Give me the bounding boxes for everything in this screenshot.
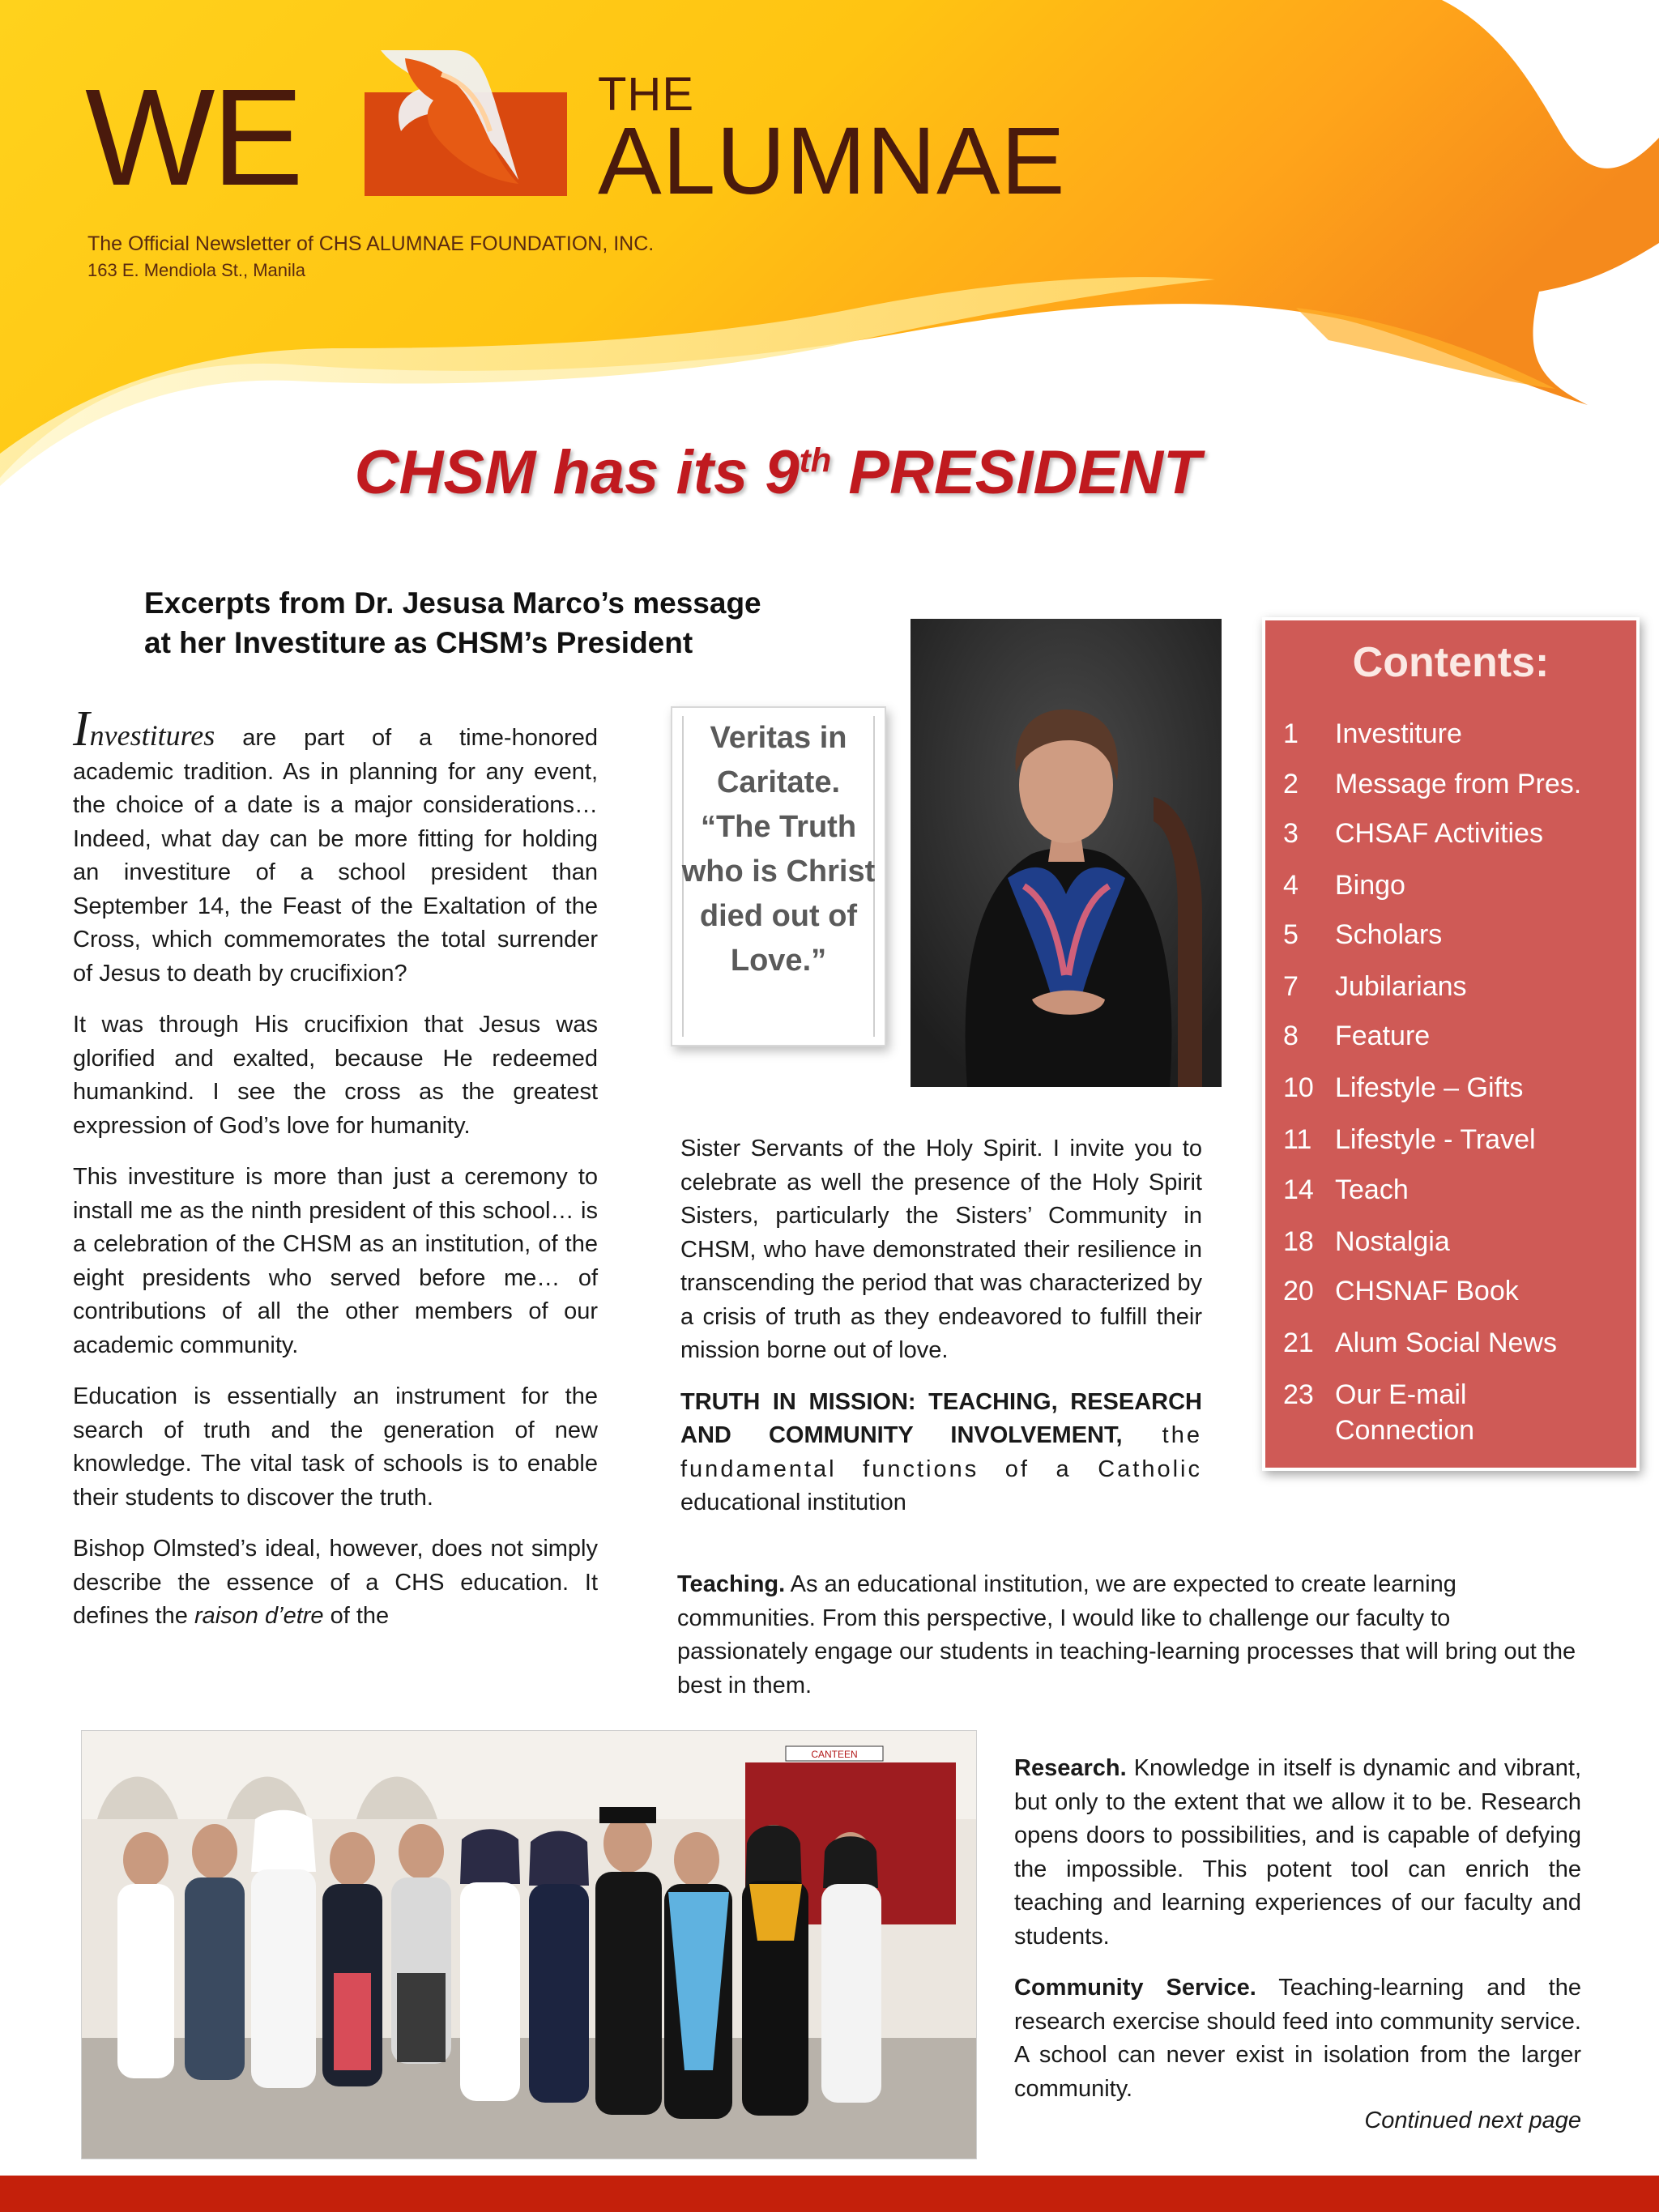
logo-the-text: THE bbox=[598, 68, 694, 121]
toc-page-number: 8 bbox=[1283, 1021, 1299, 1051]
left-paragraph-2: It was through His crucifixion that Jesus was glorified and exalted, because He redeemed humankind. I see the cross as the greatest expression of God’s love for humanity. bbox=[73, 1012, 598, 1139]
quote-box bbox=[671, 706, 886, 1046]
page-headline bbox=[0, 437, 1555, 508]
toc-item[interactable] bbox=[1283, 867, 1631, 903]
toc-label: CHSAF Activities bbox=[1335, 818, 1543, 849]
truth-in-mission-heading: TRUTH IN MISSION: TEACHING, RESEARCH AND COMMUNITY INVOLVEMENT, bbox=[680, 1388, 1202, 1448]
footer-bar bbox=[0, 2176, 1659, 2212]
community-service-text: Teaching-learning and the research exercise should feed into community service. A school can never exist in isolation from the larger community. bbox=[1014, 1975, 1581, 2102]
toc-page-number: 10 bbox=[1283, 1072, 1314, 1103]
first-word: nvestitures bbox=[89, 719, 215, 752]
left-paragraph-5-italic: raison d’etre bbox=[194, 1603, 324, 1629]
logo-we-text: WE bbox=[85, 61, 301, 215]
toc-label: Message from Pres. bbox=[1335, 769, 1582, 799]
toc-label: Bingo bbox=[1335, 870, 1405, 901]
research-paragraph bbox=[1014, 1752, 1581, 1954]
toc-item[interactable] bbox=[1283, 1018, 1631, 1054]
toc-item[interactable] bbox=[1283, 917, 1631, 953]
toc-page-number: 1 bbox=[1283, 718, 1299, 749]
quote-text: Veritas in Caritate. “The Truth who is Christ died out of Love.” bbox=[681, 721, 876, 978]
headline-text-end: PRESIDENT bbox=[831, 438, 1201, 507]
toc-label: Teach bbox=[1335, 1174, 1409, 1205]
right-bottom-column bbox=[1014, 1752, 1581, 2124]
excerpt-line-1: Excerpts from Dr. Jesusa Marco’s message bbox=[144, 586, 761, 620]
toc-label: CHSNAF Book bbox=[1335, 1276, 1519, 1306]
toc-label: Investiture bbox=[1335, 718, 1462, 749]
teaching-text: As an educational institution, we are expected to create learning communities. From this perspective, I would like to challenge our faculty to passionately engage our students in teaching-learning processes that will bring out the best in them. bbox=[677, 1571, 1576, 1698]
toc-page-number: 20 bbox=[1283, 1276, 1314, 1306]
masthead-address: 163 E. Mendiola St., Manila bbox=[87, 260, 306, 280]
toc-item[interactable] bbox=[1283, 1122, 1631, 1157]
left-paragraph-3: This investiture is more than just a ceremony to install me as the ninth president of this school… is a celebration of the CHSM as an institution, of the eight presidents who served before me… of contributions of all the other members of our academic community. bbox=[73, 1164, 598, 1358]
truth-in-mission-text: the fundamental functions of a Catholic bbox=[680, 1422, 1202, 1482]
logo-emblem-icon bbox=[356, 42, 575, 204]
toc-page-number: 21 bbox=[1283, 1328, 1314, 1358]
middle-column bbox=[680, 1132, 1202, 1538]
toc-item[interactable] bbox=[1283, 1070, 1631, 1106]
left-paragraph-4: Education is essentially an instrument for the search of truth and the generation of new knowledge. The vital task of schools is to enable their students to discover the truth. bbox=[73, 1383, 598, 1511]
drop-cap: I bbox=[73, 701, 90, 757]
toc-item[interactable] bbox=[1283, 1325, 1631, 1361]
toc-item[interactable] bbox=[1283, 766, 1631, 802]
toc-label: Lifestyle – Gifts bbox=[1335, 1072, 1524, 1103]
toc-item[interactable] bbox=[1283, 816, 1631, 851]
toc-page-number: 2 bbox=[1283, 769, 1299, 799]
toc-page-number: 23 bbox=[1283, 1379, 1314, 1410]
left-paragraph-1-text: are part of a time-honored academic tradition. As in planning for any event, the choice of a date is a major considerations… Indeed, what day can be more fitting for holding an investiture of a school president than September 14, the Feast of the Exaltation of the Cross, which commemorates the total surrender of Jesus to death by crucifixion? bbox=[73, 725, 598, 987]
headline-superscript: th bbox=[799, 441, 832, 479]
toc-item[interactable] bbox=[1283, 1172, 1631, 1208]
toc-item[interactable] bbox=[1283, 1377, 1631, 1448]
toc-page-number: 5 bbox=[1283, 919, 1299, 950]
teaching-paragraph bbox=[677, 1568, 1584, 1703]
left-paragraph-5-b: of the bbox=[323, 1603, 390, 1629]
canteen-sign: CANTEEN bbox=[811, 1749, 858, 1760]
left-paragraph-5 bbox=[73, 1532, 598, 1634]
left-column bbox=[73, 701, 598, 1652]
teaching-label: Teaching. bbox=[677, 1571, 786, 1597]
toc-label: Jubilarians bbox=[1335, 971, 1467, 1002]
toc-label: Our E-mail Connection bbox=[1335, 1379, 1475, 1446]
masthead-tagline: The Official Newsletter of CHS ALUMNAE FOUNDATION, INC. bbox=[87, 232, 655, 255]
toc-item[interactable] bbox=[1283, 716, 1631, 752]
middle-paragraph-1: Sister Servants of the Holy Spirit. I invite you to celebrate as well the presence of the Holy Spirit Sisters, particularly the Sisters’ Community in CHSM, who have demonstrated their resilience in transcending the period that was characterized by a crisis of truth as they endeavored to fulfill their mission borne out of love. bbox=[680, 1136, 1202, 1363]
research-label: Research. bbox=[1014, 1755, 1127, 1781]
toc-page-number: 18 bbox=[1283, 1226, 1314, 1257]
toc-item[interactable] bbox=[1283, 1224, 1631, 1259]
toc-label: Nostalgia bbox=[1335, 1226, 1450, 1257]
excerpt-line-2: at her Investiture as CHSM’s President bbox=[144, 626, 693, 659]
left-paragraph-5-a: Bishop Olmsted’s ideal, however, does not simply describe the essence of a CHS education. It defines the bbox=[73, 1536, 598, 1629]
toc-page-number: 14 bbox=[1283, 1174, 1314, 1205]
president-portrait-photo bbox=[911, 619, 1222, 1087]
community-service-paragraph bbox=[1014, 1971, 1581, 2106]
toc-label: Feature bbox=[1335, 1021, 1431, 1051]
toc-item[interactable] bbox=[1283, 969, 1631, 1004]
logo-alumnae-text: ALUMNAE bbox=[598, 108, 1066, 215]
headline-text: CHSM has its 9 bbox=[354, 438, 800, 507]
excerpt-heading bbox=[144, 583, 825, 663]
continued-next-page-link[interactable]: Continued next page bbox=[1364, 2108, 1581, 2133]
toc-item[interactable] bbox=[1283, 1273, 1631, 1309]
toc-page-number: 3 bbox=[1283, 818, 1299, 849]
left-paragraph-1 bbox=[73, 701, 598, 991]
contents-box bbox=[1262, 617, 1640, 1471]
toc-label: Scholars bbox=[1335, 919, 1443, 950]
toc-page-number: 4 bbox=[1283, 870, 1299, 901]
group-photo bbox=[81, 1730, 977, 2159]
toc-label: Lifestyle - Travel bbox=[1335, 1124, 1536, 1155]
truth-in-mission-text-end: educational institution bbox=[680, 1490, 906, 1515]
community-service-label: Community Service. bbox=[1014, 1975, 1256, 2001]
toc-page-number: 7 bbox=[1283, 971, 1299, 1002]
contents-title: Contents: bbox=[1352, 639, 1550, 686]
toc-page-number: 11 bbox=[1283, 1124, 1312, 1155]
truth-in-mission-paragraph bbox=[680, 1386, 1202, 1520]
teaching-section bbox=[677, 1568, 1584, 1720]
research-text: Knowledge in itself is dynamic and vibrant, but only to the extent that we allow it to be. Research opens doors to possibilities, and is capable of defying the impossible. This potent tool can enrich the teaching and learning experiences of our faculty and students. bbox=[1014, 1755, 1581, 1950]
toc-label: Alum Social News bbox=[1335, 1328, 1557, 1358]
